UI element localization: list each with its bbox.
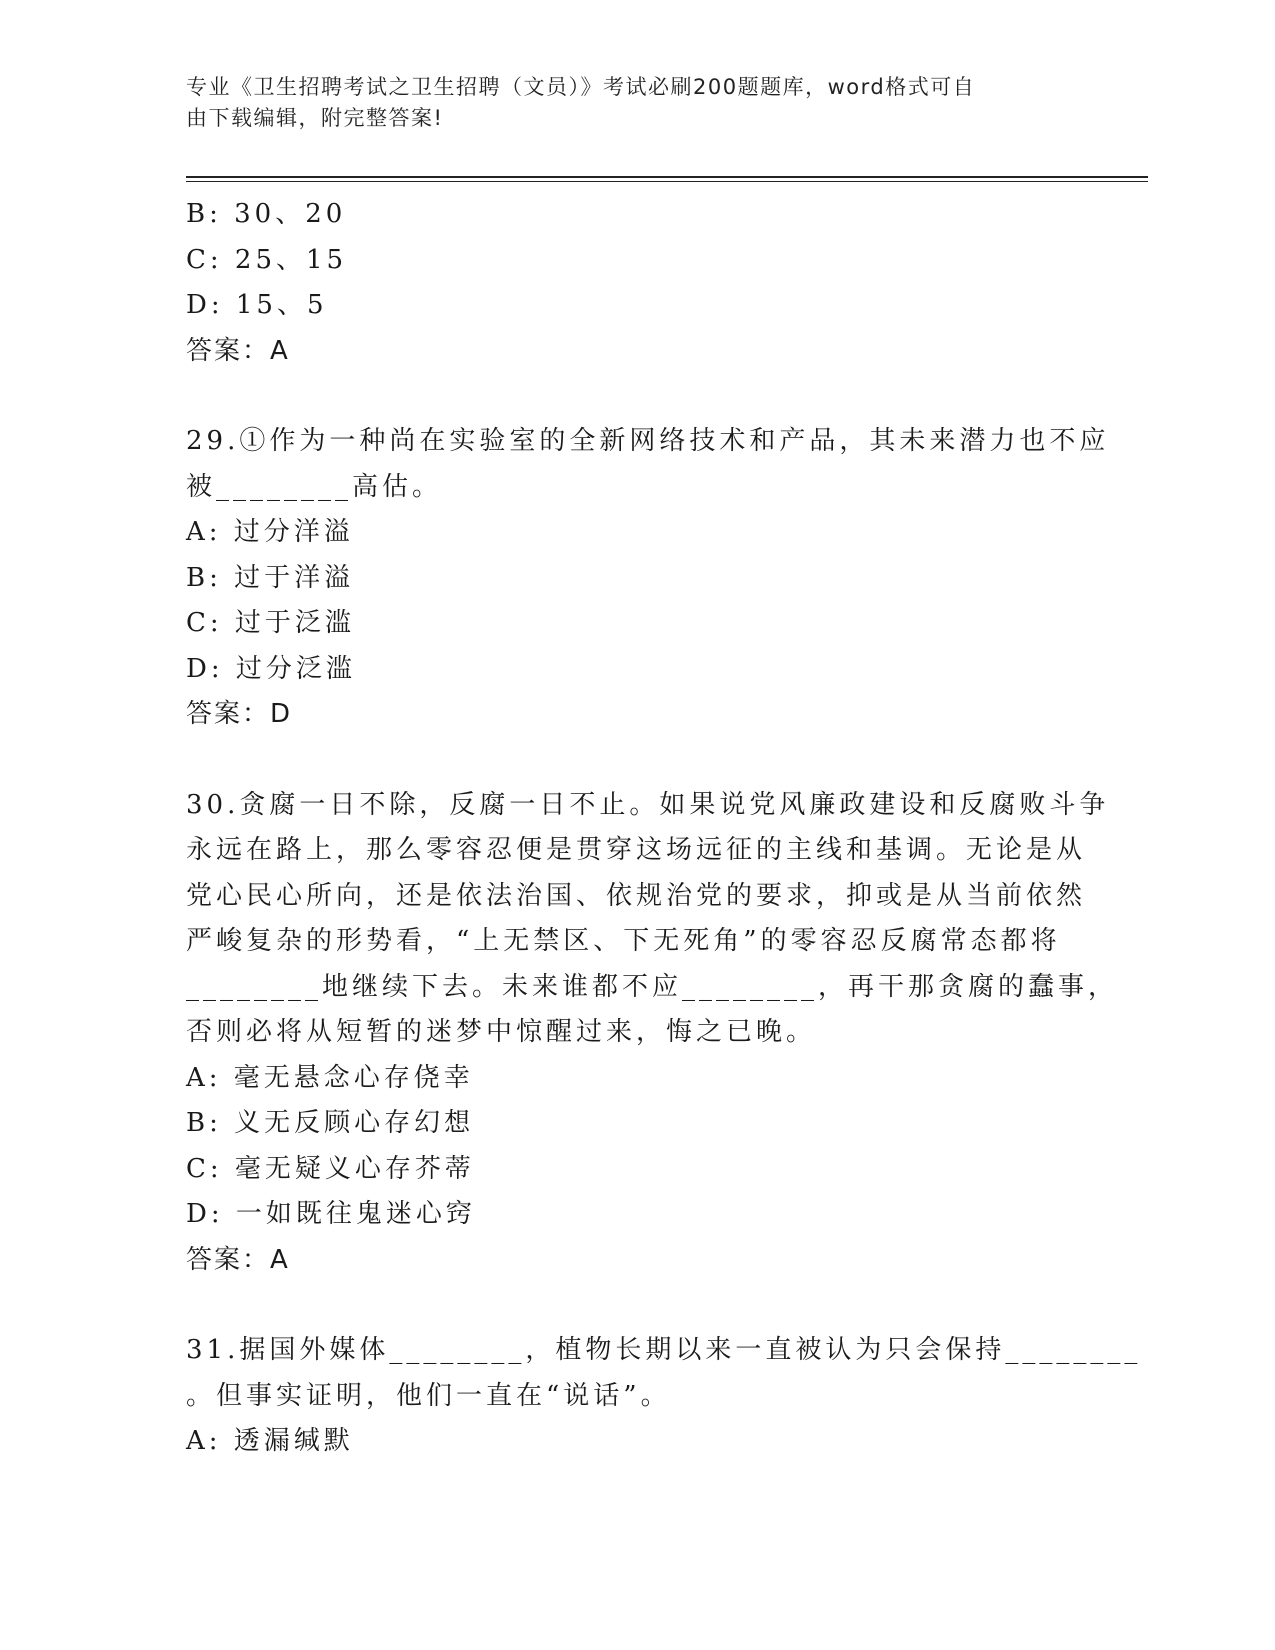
question-30 [186,783,1119,1284]
question-text-line: 否则必将从短暂的迷梦中惊醒过来，悔之已晚。 [186,1017,817,1047]
option-c: C: 25、15 [186,244,348,275]
question-text-line: 29.①作为一种尚在实验室的全新网络技术和产品，其未来潜力也不应 [186,426,1110,456]
header-line-1: 专业《卫生招聘考试之卫生招聘（文员）》考试必刷200题题库，word格式可自 [186,75,976,99]
question-29 [186,419,1110,738]
header-rule-thick [186,176,1148,178]
question-text-line: 31.据国外媒体________，植物长期以来一直被认为只会保持________ [186,1335,1142,1365]
question-text-line: 党心民心所向，还是依法治国、依规治党的要求，抑或是从当前依然 [186,880,1087,911]
option-a: A: 透漏缄默 [186,1426,354,1456]
answer-line: 答案：A [186,1244,290,1275]
question-31 [186,1328,1142,1465]
header-line-2: 由下载编辑，附完整答案! [186,106,444,130]
question-text-line: 严峻复杂的形势看，“上无禁区、下无死角”的零容忍反腐常态都将 [186,926,1061,956]
option-a: A: 毫无悬念心存侥幸 [186,1062,474,1093]
option-d: D: 15、5 [186,290,328,320]
question-text-line: 被________高估。 [186,471,443,502]
option-a: A: 过分洋溢 [186,517,354,547]
question-content [186,192,1142,1465]
option-b: B: 过于洋溢 [186,562,355,593]
question-text-line: 30.贪腐一日不除，反腐一日不止。如果说党风廉政建设和反腐败斗争 [186,789,1110,820]
prev-question-block [186,192,1066,374]
header-rule-thin [186,181,1148,182]
option-c: C: 毫无疑义心存芥蒂 [186,1153,475,1184]
answer-line: 答案：A [186,335,290,366]
option-c: C: 过于泛滥 [186,608,355,638]
question-text-line: 。但事实证明，他们一直在“说话”。 [186,1380,671,1411]
answer-line: 答案：D [186,699,293,729]
option-b: B: 30、20 [186,199,347,229]
page-header [186,72,1066,134]
option-d: D: 一如既往鬼迷心窍 [186,1199,476,1229]
option-b: B: 义无反顾心存幻想 [186,1108,475,1138]
question-text-line: ________地继续下去。未来谁都不应________，再干那贪腐的蠢事， [186,971,1119,1002]
option-d: D: 过分泛滥 [186,653,356,684]
question-text-line: 永远在路上，那么零容忍便是贯穿这场远征的主线和基调。无论是从 [186,835,1087,865]
